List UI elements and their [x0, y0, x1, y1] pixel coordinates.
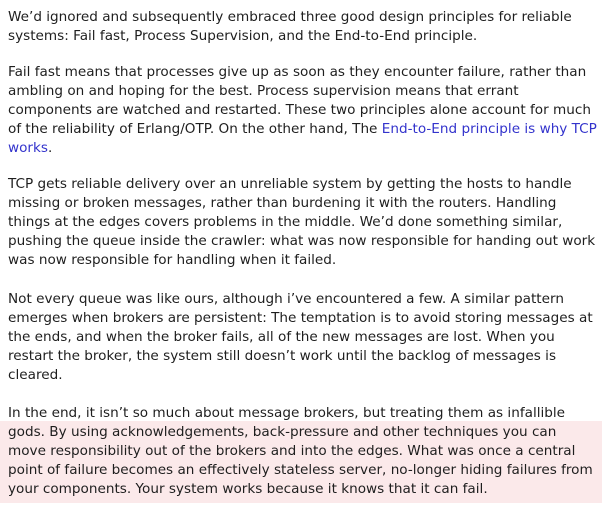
paragraph-text: TCP gets reliable delivery over an unreliable system by getting the hosts to handle missing or broken messages, rather than burdening it with the routers. Handling things at the edges covers problems in the middle. We’d done something similar, pushing the queue inside the crawler: what was now responsible for handing out work was now responsible for handling when it failed. [8, 176, 596, 268]
paragraph-conclusion [8, 404, 598, 499]
paragraph-text: We’d ignored and subsequently embraced three good design principles for reliable systems: Fail fast, Process Supervision, and the End-to-End principle. [8, 9, 572, 44]
paragraph-text: In the end, it isn’t so much about message brokers, but treating them as infallible gods. By using acknowledgements, back-pressure and other techniques you can move responsibility out of the brokers and into the edges. What was once a central point of failure becomes an effectively stateless server, no-longer hiding failures from your components. Your system works because it knows that it can fail. [8, 405, 593, 497]
paragraph-text: Not every queue was like ours, although i’ve encountered a few. A similar pattern emerges when brokers are persistent: The temptation is to avoid storing messages at the ends, and when the broker fails, all of the new messages are lost. When you restart the broker, the system still doesn’t work until the backlog of messages is cleared. [8, 291, 593, 383]
end-to-end-principle-link[interactable]: End-to-End principle is why TCP works [8, 121, 597, 156]
paragraph-queue-brokers [8, 290, 598, 385]
paragraph-tcp-reliability [8, 175, 598, 270]
paragraph-design-principles [8, 8, 598, 46]
paragraph-tail: . [47, 140, 53, 156]
paragraph-fail-fast [8, 63, 598, 158]
paragraph-text: Fail fast means that processes give up as soon as they encounter failure, rather than ambling on and hoping for the best. Process supervision means that errant components are watched and restarted. These two principles alone account for much of the reliability of Erlang/OTP. On the other hand, The [8, 64, 591, 137]
